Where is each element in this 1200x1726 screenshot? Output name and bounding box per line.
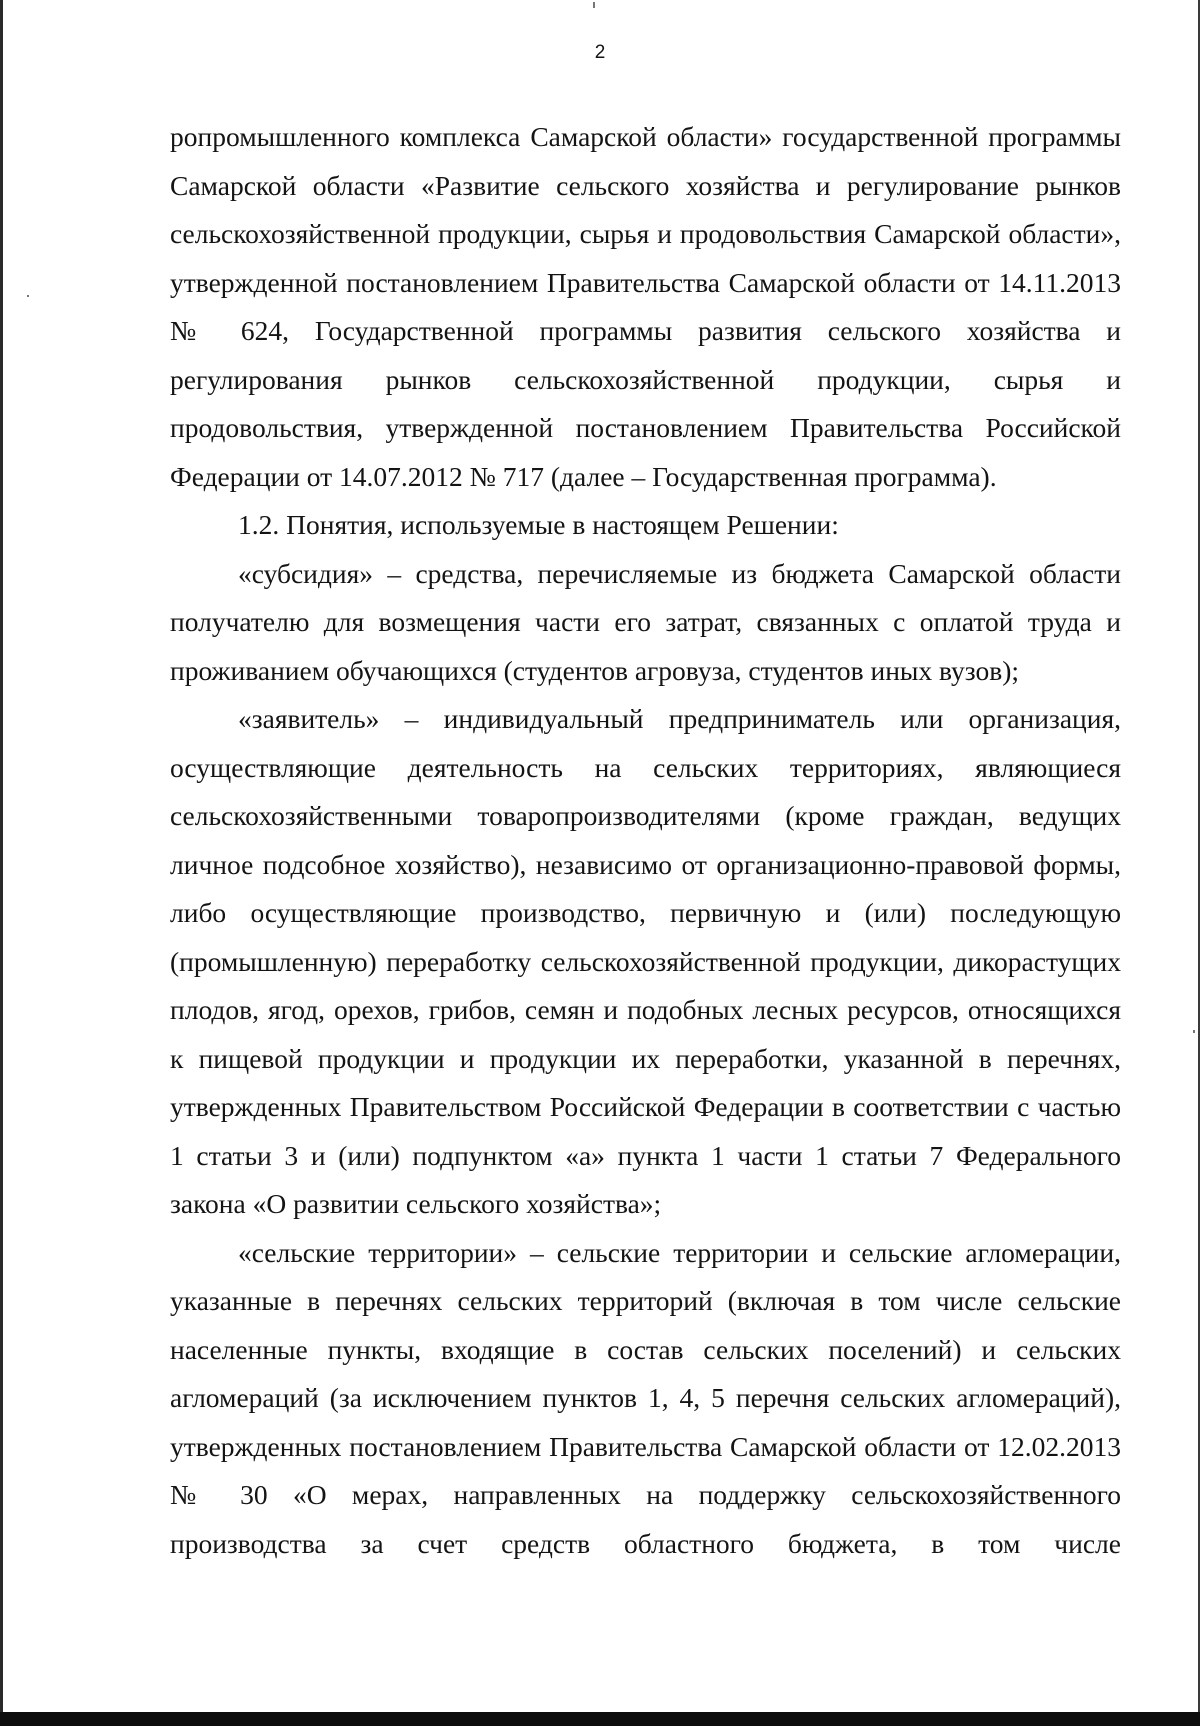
page-edge-left <box>0 0 3 1726</box>
paragraph-definition-rural-territories: «сельские территории» – сельские территории и сельские агломерации, указанные в перечнях сельских территорий (включая в том числе сельские населенные пункты, входящие в состав сельских поселений) и сельских агломераций (за исключением пунктов 1, 4, 5 перечня сельских агломераций), утвержденных постановлением Правительства Самарской области от 12.02.2013 № 30 «О мерах, направленных на поддержку сельскохозяйственного производства за счет средств областного бюджета, в том числе <box>170 1236 1121 1559</box>
document-body <box>170 113 1121 1568</box>
scan-speck <box>27 295 29 297</box>
scan-speck <box>1193 1030 1195 1033</box>
page-number: 2 <box>594 42 606 63</box>
paragraph-definition-applicant: «заявитель» – индивидуальный предприниматель или организация, осуществляющие деятельность на сельских территориях, являющиеся сельскохозяйственными товаропроизводителями (кроме граждан, ведущих личное подсобное хозяйство), независимо от организационно-правовой формы, либо осуществляющие производство, первичную и (или) последующую (промышленную) переработку сельскохозяйственной продукции, дикорастущих плодов, ягод, орехов, грибов, семян и подобных лесных ресурсов, относящихся к пищевой продукции и продукции их переработки, указанной в перечнях, утвержденных Правительством Российской Федерации в соответствии с частью 1 статьи 3 и (или) подпунктом «а» пункта 1 части 1 статьи 7 Федерального закона «О развитии сельского хозяйства»; <box>170 703 1121 1219</box>
scan-bottom-band <box>0 1712 1200 1726</box>
scan-speck <box>593 2 595 8</box>
paragraph-definition-subsidy: «субсидия» – средства, перечисляемые из бюджета Самарской области получателю для возмещения части его затрат, связанных с оплатой труда и проживанием обучающихся (студентов агровуза, студентов иных вузов); <box>170 557 1121 686</box>
paragraph-program-reference: ропромышленного комплекса Самарской области» государственной программы Самарской области «Развитие сельского хозяйства и регулирование рынков сельскохозяйственной продукции, сырья и продовольствия Самарской области», утвержденной постановлением Правительства Самарской области от 14.11.2013 № 624, Государственной программы развития сельского хозяйства и регулирования рынков сельскохозяйственной продукции, сырья и продовольствия, утвержденной постановлением Правительства Российской Федерации от 14.07.2012 № 717 (далее – Государственная программа). <box>170 121 1121 492</box>
paragraph-definitions-heading: 1.2. Понятия, используемые в настоящем Решении: <box>238 509 839 540</box>
